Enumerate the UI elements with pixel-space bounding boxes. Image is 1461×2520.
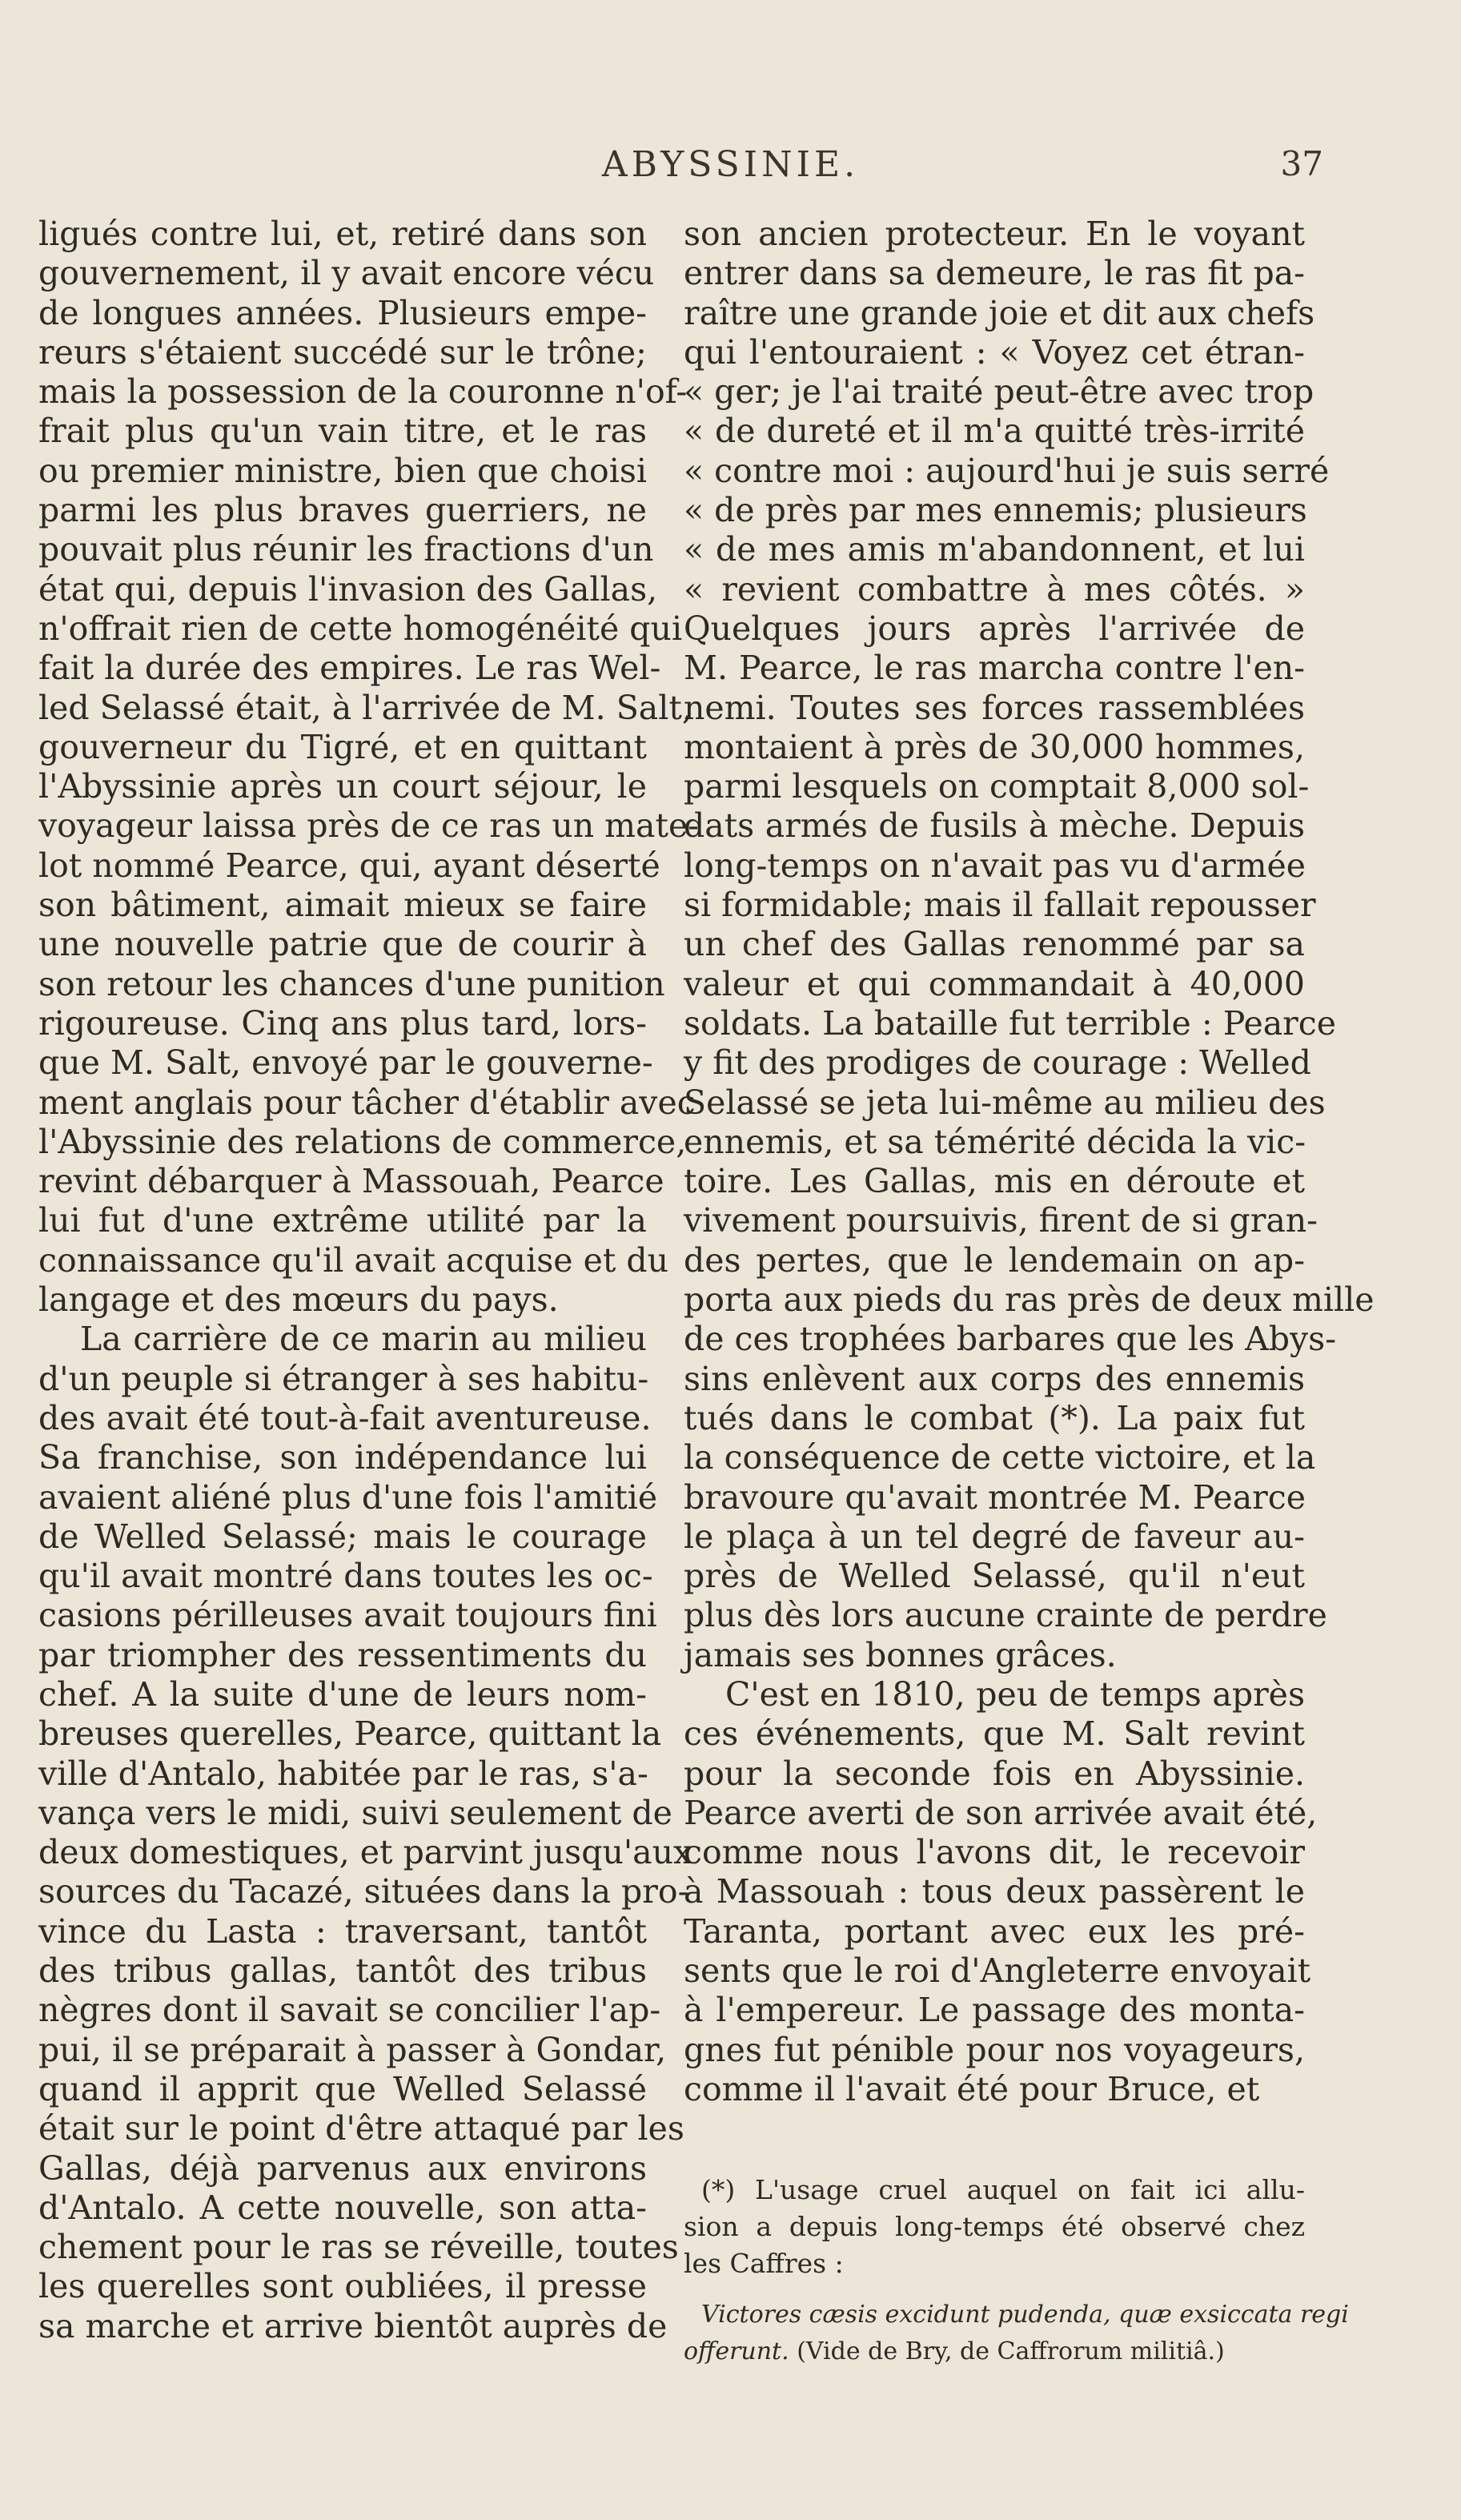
text-line: n'offrait rien de cette homogénéité qui <box>38 609 683 648</box>
text-line: Selassé se jeta lui-même au milieu des <box>684 1083 1326 1122</box>
text-line: chement pour le ras se réveille, toutes <box>38 2228 679 2267</box>
text-line: led Selassé était, à l'arrivée de M. Salt, <box>38 688 692 727</box>
text-line: pour la seconde fois en Abyssinie. <box>684 1754 1305 1793</box>
text-line: gouvernement, il y avait encore vécu <box>38 254 655 293</box>
footnote-reference: (Vide de Bry, de Caffrorum militiâ.) <box>797 2337 1225 2365</box>
text-line: « ger; je l'ai traité peut-être avec trop <box>684 372 1314 412</box>
text-line: sents que le roi d'Angleterre envoyait <box>684 1951 1311 1991</box>
text-line: long-temps on n'avait pas vu d'armée <box>684 846 1306 885</box>
text-line: « de mes amis m'abandonnent, et lui <box>684 530 1305 569</box>
footnote-line: sion a depuis long-temps été observé chez <box>684 2211 1305 2242</box>
text-line: comme nous l'avons dit, le recevoir <box>684 1833 1305 1872</box>
paragraph <box>38 1320 692 2346</box>
text-line: l'Abyssinie des relations de commerce, <box>38 1122 687 1161</box>
footnote-quote <box>684 2297 1349 2370</box>
text-line: porta aux pieds du ras près de deux mille <box>684 1280 1375 1320</box>
text-line: vança vers le midi, suivi seulement de <box>38 1793 672 1832</box>
text-line: une nouvelle patrie que de courir à <box>38 925 647 964</box>
text-line: rigoureuse. Cinq ans plus tard, lors- <box>38 1003 647 1043</box>
page-header <box>0 144 1461 192</box>
text-line: « de dureté et il m'a quitté très-irrité <box>684 412 1305 451</box>
text-line: des tribus gallas, tantôt des tribus <box>38 1951 647 1991</box>
text-line: breuses querelles, Pearce, quittant la <box>38 1714 662 1754</box>
text-line: revint débarquer à Massouah, Pearce <box>38 1162 664 1201</box>
text-line: plus dès lors aucune crainte de perdre <box>684 1596 1327 1635</box>
text-line: deux domestiques, et parvint jusqu'aux <box>38 1833 692 1872</box>
text-line: La carrière de ce marin au milieu <box>80 1320 647 1359</box>
text-line: ces événements, que M. Salt revint <box>684 1714 1305 1754</box>
text-line: à Massouah : tous deux passèrent le <box>684 1872 1305 1911</box>
text-line: voyageur laissa près de ce ras un mate- <box>38 806 700 846</box>
text-line: des pertes, que le lendemain on ap- <box>684 1240 1305 1280</box>
footnote-quote-line: offerunt. <box>684 2337 789 2365</box>
text-line: jamais ses bonnes grâces. <box>684 1635 1117 1674</box>
text-line: gnes fut pénible pour nos voyageurs, <box>684 2030 1305 2069</box>
text-line: ligués contre lui, et, retiré dans son <box>38 215 647 253</box>
text-line: C'est en 1810, peu de temps après <box>725 1674 1305 1714</box>
text-line: par triompher des ressentiments du <box>38 1635 647 1674</box>
text-line: les querelles sont oubliées, il presse <box>38 2267 647 2306</box>
text-line: avaient aliéné plus d'une fois l'amitié <box>38 1477 658 1517</box>
text-line: toire. Les Gallas, mis en déroute et <box>684 1162 1305 1201</box>
text-line: sins enlèvent aux corps des ennemis <box>684 1359 1305 1398</box>
text-line: soldats. La bataille fut terrible : Pearce <box>684 1003 1336 1043</box>
text-line: à l'empereur. Le passage des monta- <box>684 1991 1305 2030</box>
text-line: sources du Tacazé, situées dans la pro- <box>38 1872 689 1911</box>
text-line: de longues années. Plusieurs empe- <box>38 293 647 332</box>
text-line: d'un peuple si étranger à ses habitu- <box>38 1359 649 1398</box>
footnote-quote-line: Victores cæsis excidunt pudenda, quæ exsiccata regi <box>701 2301 1349 2329</box>
text-line: nègres dont il savait se concilier l'ap- <box>38 1991 661 2030</box>
text-line: le plaça à un tel degré de faveur au- <box>684 1517 1305 1556</box>
text-line: la conséquence de cette victoire, et la <box>684 1438 1316 1477</box>
text-line: son ancien protecteur. En le voyant <box>684 215 1305 253</box>
text-line: tués dans le combat (*). La paix fut <box>684 1398 1305 1437</box>
text-line: lot nommé Pearce, qui, ayant déserté <box>38 846 660 885</box>
text-line: entrer dans sa demeure, le ras fit pa- <box>684 254 1305 293</box>
text-line: ou premier ministre, bien que choisi <box>38 451 647 490</box>
text-line: mais la possession de la couronne n'of- <box>38 372 688 412</box>
page-number: 37 <box>1280 144 1323 183</box>
text-line: « revient combattre à mes côtés. » <box>684 569 1305 609</box>
text-line: près de Welled Selassé, qu'il n'eut <box>684 1557 1305 1596</box>
text-line: « de près par mes ennemis; plusieurs <box>684 491 1307 530</box>
text-line: bravoure qu'avait montrée M. Pearce <box>684 1477 1306 1517</box>
text-line: langage et des mœurs du pays. <box>38 1280 559 1320</box>
paragraph <box>684 215 1375 1675</box>
right-column <box>684 215 1375 2109</box>
paragraph <box>684 1674 1318 2109</box>
left-column <box>38 215 700 2346</box>
text-line: ment anglais pour tâcher d'établir avec <box>38 1083 696 1122</box>
text-line: comme il l'avait été pour Bruce, et <box>684 2069 1260 2108</box>
text-line: vivement poursuivis, firent de si gran- <box>684 1201 1319 1240</box>
text-line: son retour les chances d'une punition <box>38 964 665 1003</box>
footnote-quote-end <box>684 2333 1305 2370</box>
text-line: reurs s'étaient succédé sur le trône; <box>38 332 647 372</box>
footnote-text <box>684 2172 1305 2282</box>
text-line: dats armés de fusils à mèche. Depuis <box>684 806 1305 846</box>
text-line: valeur et qui commandait à 40,000 <box>684 964 1305 1003</box>
footnote-line: les Caffres : <box>684 2248 844 2279</box>
text-line: l'Abyssinie après un court séjour, le <box>38 767 647 806</box>
text-line: ennemis, et sa témérité décida la vic- <box>684 1122 1306 1161</box>
text-line: M. Pearce, le ras marcha contre l'en- <box>684 649 1305 688</box>
text-line: nemi. Toutes ses forces rassemblées <box>684 688 1305 727</box>
text-line: de ces trophées barbares que les Abys- <box>684 1320 1337 1359</box>
text-line: casions périlleuses avait toujours fini <box>38 1596 657 1635</box>
footnote <box>684 2172 1349 2370</box>
text-line: parmi lesquels on comptait 8,000 sol- <box>684 767 1310 806</box>
text-line: son bâtiment, aimait mieux se faire <box>38 886 647 925</box>
text-line: connaissance qu'il avait acquise et du <box>38 1240 668 1280</box>
footnote-line: (*) L'usage cruel auquel on fait ici allu- <box>701 2174 1305 2205</box>
text-line: Sa franchise, son indépendance lui <box>38 1438 647 1477</box>
text-line: des avait été tout-à-fait aventureuse. <box>38 1398 652 1437</box>
text-line: pouvait plus réunir les fractions d'un <box>38 530 654 569</box>
text-line: d'Antalo. A cette nouvelle, son atta- <box>38 2188 647 2227</box>
text-line: vince du Lasta : traversant, tantôt <box>38 1911 647 1951</box>
text-line: frait plus qu'un vain titre, et le ras <box>38 412 647 451</box>
text-line: pui, il se préparait à passer à Gondar, <box>38 2030 667 2069</box>
text-line: lui fut d'une extrême utilité par la <box>38 1201 647 1240</box>
text-line: sa marche et arrive bientôt auprès de <box>38 2306 668 2345</box>
paragraph <box>38 215 700 1320</box>
text-line: gouverneur du Tigré, et en quittant <box>38 727 647 766</box>
text-line: qui l'entouraient : « Voyez cet étran- <box>684 332 1305 372</box>
text-line: que M. Salt, envoyé par le gouverne- <box>38 1043 653 1083</box>
text-line: parmi les plus braves guerriers, ne <box>38 491 647 530</box>
text-line: de Welled Selassé; mais le courage <box>38 1517 647 1556</box>
text-line: était sur le point d'être attaqué par les <box>38 2109 684 2148</box>
text-line: ville d'Antalo, habitée par le ras, s'a- <box>38 1754 648 1793</box>
text-line: Quelques jours après l'arrivée de <box>684 609 1305 648</box>
text-line: « contre moi : aujourd'hui je suis serré <box>684 451 1330 490</box>
running-title: ABYSSINIE. <box>601 144 860 185</box>
text-line: qu'il avait montré dans toutes les oc- <box>38 1557 653 1596</box>
text-line: chef. A la suite d'une de leurs nom- <box>38 1674 647 1714</box>
text-line: état qui, depuis l'invasion des Gallas, <box>38 569 658 609</box>
text-line: Pearce averti de son arrivée avait été, <box>684 1793 1318 1832</box>
text-line: Gallas, déjà parvenus aux environs <box>38 2148 647 2188</box>
text-line: un chef des Gallas renommé par sa <box>684 925 1305 964</box>
text-line: montaient à près de 30,000 hommes, <box>684 727 1305 766</box>
text-line: raître une grande joie et dit aux chefs <box>684 293 1315 332</box>
text-line: si formidable; mais il fallait repousser <box>684 886 1316 925</box>
text-line: quand il apprit que Welled Selassé <box>38 2069 647 2108</box>
text-line: fait la durée des empires. Le ras Wel- <box>38 649 661 688</box>
text-line: Taranta, portant avec eux les pré- <box>684 1911 1305 1951</box>
text-line: y fit des prodiges de courage : Welled <box>684 1043 1311 1083</box>
